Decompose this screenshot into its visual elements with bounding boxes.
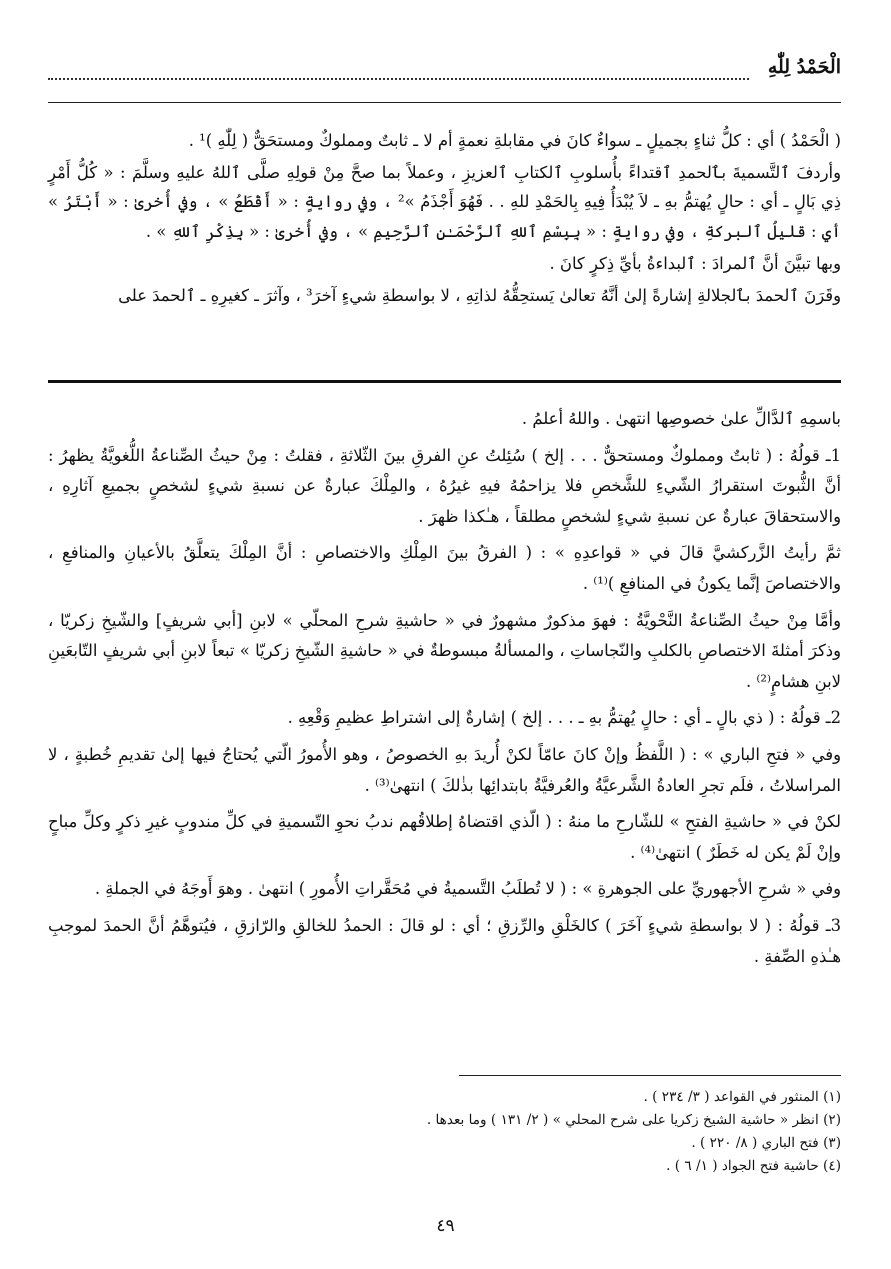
footnote: (٢) انظر « حاشية الشيخ زكريا على شرح المحلي » ( ٢/ ١٣١ ) وما بعدها . [426,1112,841,1128]
sharh-paragraph: 1ـ قولُهُ : ( ثابتٌ ومملوكٌ ومستحقٌّ . . . إلخ ) سُئِلتُ عنِ الفرقِ بينَ الثّلاثةِ ، فقلتُ : مِنْ حيثُ الصِّناعةُ اللُّغويَّةُ يظهرُ : أنَّ الثُّبوتَ استقرارُ الشّيءِ للشَّخصِ فلا يزاحمُهُ فيهِ غيرُهُ ، والمِلْكَ عبارةٌ عن نسبةِ شيءٍ لشخصٍ بجميعِ آثارِهِ ، والاستحقاقَ عبارةٌ عن نسبةِ شيءٍ لشخصٍ مطلقاً ، هـٰكذا ظهرَ . [48,445,841,526]
sharh-paragraph: ثمَّ رأيتُ الزَّركشيَّ قالَ في « قواعدِهِ » : ( الفرقُ بينَ المِلْكِ والاختصاصِ : أنَّ المِلْكَ يتعلَّقُ بالأعيانِ والمنافعِ ، والاختصاصَ إنَّما يكونُ في المنافعِ )⁽¹⁾ . [48,543,841,593]
matn-sharh-separator [48,380,841,383]
matn-paragraph: وقَرَنَ ٱلحمدَ بٱلجلالةِ إشارةً إلىٰ أنَّهُ تعالىٰ يَستحِقُّهُ لذاتِهِ ، لا بواسطةِ شيءٍ آخرَ³ ، وآثرَ ـ كغيرِهِ ـ ٱلحمدَ على [118,286,841,306]
sharh-paragraph: لكنْ في « حاشيةِ الفتحِ » للشّارحِ ما منهُ : ( الّذي اقتضاهُ إطلاقُهم ندبُ نحوِ التّسميةِ في كلِّ مندوبٍ غيرِ ذكرٍ وكلِّ مباحٍ وإنْ لَمْ يكن له خَطَرٌ ) انتهىٰ⁽⁴⁾ . [48,812,841,862]
footnote-rule [459,1075,841,1076]
sharh-paragraph: وفي « شرحِ الأجهوريِّ على الجوهرةِ » : ( لا تُطلَبُ التَّسميةُ في مُحَقَّراتِ الأُمورِ ) انتهىٰ . وهوَ أَوجَهُ في الجملةِ . [94,879,841,899]
footnote: (١) المنثور في القواعد ( ٣/ ٢٣٤ ) . [643,1089,841,1105]
sharh-block [48,404,841,978]
matn-paragraph: وبها تبيَّنَ أنَّ ٱلمرادَ : ٱلبداءةُ بأيِّ ذِكرٍ كانَ . [549,253,841,273]
sharh-paragraph: 3ـ قولُهُ : ( لا بواسطةِ شيءٍ آخَرَ ) كالخَلْقِ والرِّزقِ ؛ أي : لو قالَ : الحمدُ للخالقِ والرّازقِ ، فيُتوهَّمُ أنَّ الحمدَ لموجبِ هـٰذهِ الصِّفةِ . [48,915,841,966]
header-title: الْحَمْدُ لِلّٰهِ [767,56,841,78]
sharh-paragraph: وأمَّا مِنْ حيثُ الصِّناعةُ النَّحْويَّةُ : فهوَ مذكورٌ مشهورٌ في « حاشيةِ شرحِ المحلّي » لابنِ [أبي شريفٍ] والشّيخِ زكريّا ، وذكرَ أمثلةَ الاختصاصِ بالكلبِ والنّجاساتِ ، والمسألةُ مبسوطةٌ في « حاشيةِ الشّيخِ زكريّا » تبعاً لابنِ أبي شريفٍ التّابعَينِ لابنِ هشامٍ⁽²⁾ . [48,610,841,691]
matn-paragraph: ( الْحَمْدُ ) أي : كلُّ ثناءٍ بجميلٍ ـ سواءٌ كانَ في مقابلةِ نعمةٍ أم لا ـ ثابتٌ ومملوكٌ ومستحَقٌّ ( لِلّٰهِ )¹ . [188,131,841,150]
footnote: (٣) فتح الباري ( ٨/ ٢٢٠ ) . [691,1135,841,1151]
page-number: ٤٩ [436,1216,455,1236]
footnote: (٤) حاشية فتح الجواد ( ١/ ٦ ) . [666,1158,841,1174]
running-header [48,56,841,90]
footnotes [48,1086,841,1178]
header-rule [48,102,841,103]
header-dotted-leader [48,78,749,80]
matn-paragraph: وأردفَ ٱلتَّسميةَ بٱلحمدِ ٱقتداءً بأُسلوبِ ٱلكتابِ ٱلعزيزِ ، وعملاً بما صحَّ مِنْ قولِهِ صلَّى ٱللهُ عليهِ وسلَّمَ : « كُلُّ أَمْرٍ ذِي بَالٍ ـ أي : حالٍ يُهتمُّ بهِ ـ لاَ يُبْدَأُ فِيهِ بِالحَمْدِ للهِ . . فَهُوَ أَجْذَمُ »² ، وفي روايةٍ : « أَقْطَعُ » ، وفي أُخرىٰ : « أَبْتَرُ » أي : قليلُ ٱلبركةِ ، وفي روايةٍ : « بِبِسْمِ ٱللهِ ٱلرَّحْمَـٰنِ ٱلرَّحِيمِ » ، وفي أُخرىٰ : « بِذِكْرِ ٱللهِ » . [48,163,841,241]
sharh-paragraph: 2ـ قولُهُ : ( ذي بالٍ ـ أي : حالٍ يُهتمُّ بهِ ـ . . . إلخ ) إشارةٌ إلى اشتراطِ عظيمِ وَقْعِهِ . [287,708,841,728]
sharh-paragraph: باسمِهِ ٱلدَّالِّ علىٰ خصوصِها انتهىٰ . واللهُ أعلمُ . [521,409,841,428]
matn-block [48,126,841,313]
sharh-paragraph: وفي « فتحِ الباري » : ( اللَّفظُ وإنْ كانَ عامّاً لكنْ أُريدَ بهِ الخصوصُ ، وهو الأُمورُ الّتي يُحتاجُ فيها إلىٰ تقديمِ خُطبةٍ ، لا المراسلاتُ ، فلَم تجرِ العادةُ الشَّرعيَّةُ والعُرفيَّةُ بابتدائِها بذٰلكَ ) انتهىٰ⁽³⁾ . [48,744,841,795]
